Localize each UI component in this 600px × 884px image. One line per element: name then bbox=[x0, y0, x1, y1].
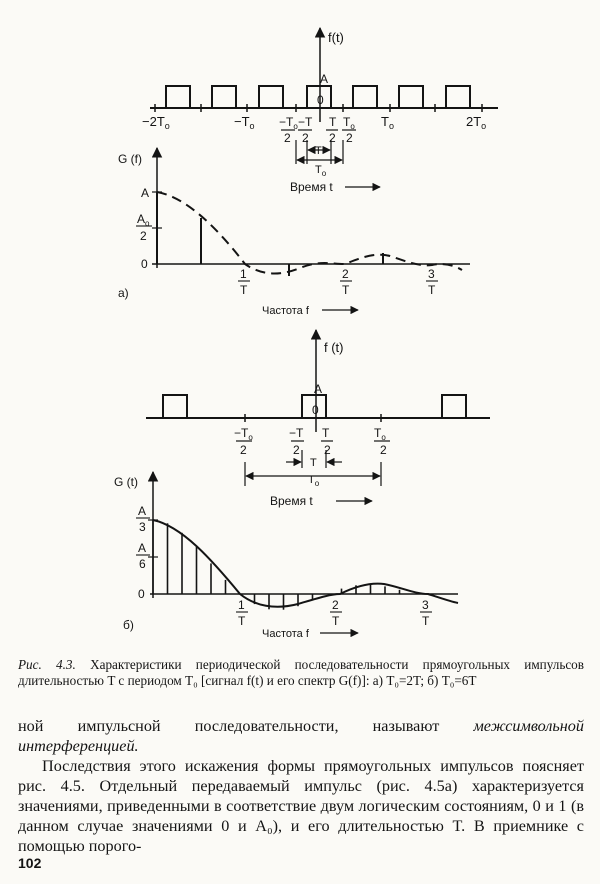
svg-text:2: 2 bbox=[324, 443, 331, 457]
svg-text:T: T bbox=[322, 426, 330, 440]
svg-text:2: 2 bbox=[332, 598, 339, 612]
caption-text: Характеристики периодической последовательности прямоугольных импульсов длительностью T с периодом T₀ [сигнал f(t) и его спектр G(f)]: а) T₀=2T; б) T₀=6T bbox=[18, 657, 585, 688]
freq-label: Частота f bbox=[262, 628, 309, 640]
svg-text:3: 3 bbox=[139, 520, 146, 534]
span-T-label: T bbox=[315, 145, 322, 157]
svg-text:A: A bbox=[138, 541, 147, 555]
sinc-envelope-a bbox=[157, 192, 462, 274]
svg-text:1: 1 bbox=[238, 598, 245, 612]
svg-text:T: T bbox=[238, 614, 246, 628]
svg-text:2: 2 bbox=[293, 443, 300, 457]
spectral-lines-b bbox=[153, 520, 400, 610]
svg-text:Ao: $A_o$ bbox=[137, 212, 150, 228]
time-label: Время t bbox=[270, 494, 313, 508]
term-intersymbol: межсимвольной интерференцией. bbox=[18, 717, 584, 755]
svg-text:To: $T_o$ bbox=[381, 114, 394, 131]
svg-text:T: T bbox=[329, 115, 337, 129]
svg-text:2: 2 bbox=[329, 131, 336, 145]
svg-text:G (t): G (t) bbox=[114, 475, 138, 489]
svg-text:−T: −T bbox=[298, 115, 313, 129]
svg-text:f (t): f (t) bbox=[324, 340, 344, 355]
page-number: 102 bbox=[18, 855, 42, 871]
span-T0-label: $T_o$ bbox=[315, 164, 327, 178]
panel-label-b: б) bbox=[123, 618, 134, 632]
time-label: Время t bbox=[290, 180, 333, 194]
pulse-train bbox=[150, 86, 498, 108]
panel-a-spectrum-labels bbox=[118, 152, 436, 317]
svg-text:T: T bbox=[240, 283, 248, 297]
svg-text:2: 2 bbox=[284, 131, 291, 145]
span-T-label: T bbox=[310, 457, 317, 469]
panel-b-signal-labels bbox=[234, 340, 387, 508]
svg-text:2: 2 bbox=[346, 131, 353, 145]
panel-a-signal bbox=[150, 28, 498, 187]
svg-text:3: 3 bbox=[422, 598, 429, 612]
svg-text:A: A bbox=[141, 186, 150, 200]
svg-text:A: A bbox=[138, 504, 147, 518]
svg-text:0: 0 bbox=[138, 587, 145, 601]
svg-text:−T: −T bbox=[289, 426, 304, 440]
svg-text:0: 0 bbox=[141, 257, 148, 271]
panel-a-spectrum bbox=[136, 148, 470, 310]
caption-lead: Рис. 4.3. bbox=[18, 657, 76, 672]
svg-text:A: A bbox=[314, 382, 323, 396]
figure-caption bbox=[18, 657, 584, 689]
svg-text:T: T bbox=[428, 283, 436, 297]
svg-text:To: $T_o$ bbox=[343, 115, 355, 131]
svg-text:0: 0 bbox=[312, 403, 319, 417]
svg-text:−To: $-T_o$ bbox=[234, 426, 253, 442]
svg-text:To: $T_o$ bbox=[374, 426, 386, 442]
svg-text:6: 6 bbox=[139, 557, 146, 571]
svg-text:G (f): G (f) bbox=[118, 152, 142, 166]
svg-text:2To: $2T_o$ bbox=[466, 114, 487, 131]
panel-label-a: а) bbox=[118, 286, 129, 300]
svg-text:2: 2 bbox=[302, 131, 309, 145]
svg-text:T: T bbox=[342, 283, 350, 297]
amplitude-label: A bbox=[320, 72, 329, 86]
freq-label: Частота f bbox=[262, 305, 309, 317]
span-T0-label: $T_o$ bbox=[308, 474, 320, 488]
paragraph-1: ной импульсной последовательности, называют межсимвольной интерференцией. bbox=[18, 717, 584, 755]
svg-text:T: T bbox=[422, 614, 430, 628]
svg-text:2: 2 bbox=[380, 443, 387, 457]
signal-axis-label: f(t) bbox=[328, 30, 344, 45]
svg-text:−2To: $-2T_o$ bbox=[142, 114, 170, 131]
svg-text:T: T bbox=[332, 614, 340, 628]
body-text bbox=[18, 716, 584, 856]
svg-text:2: 2 bbox=[140, 229, 147, 243]
svg-text:1: 1 bbox=[240, 267, 247, 281]
paragraph-2: Последствия этого искажения формы прямоугольных импульсов поясняет рис. 4.5. Отдельный передаваемый импульс (рис. 4.5а) характеризуется значениями, приведенными в соответствие двум логическим состояниям, 0 и 1 (в данном случае значениями 0 и A₀), и его длительностью T. В приемнике с помощью порого- bbox=[18, 757, 584, 855]
svg-text:2: 2 bbox=[240, 443, 247, 457]
svg-text:3: 3 bbox=[428, 267, 435, 281]
svg-text:−To: $-T_o$ bbox=[279, 115, 298, 131]
origin-label: 0 bbox=[317, 93, 324, 107]
svg-text:−To: $-T_o$ bbox=[234, 114, 255, 131]
svg-text:2: 2 bbox=[342, 267, 349, 281]
